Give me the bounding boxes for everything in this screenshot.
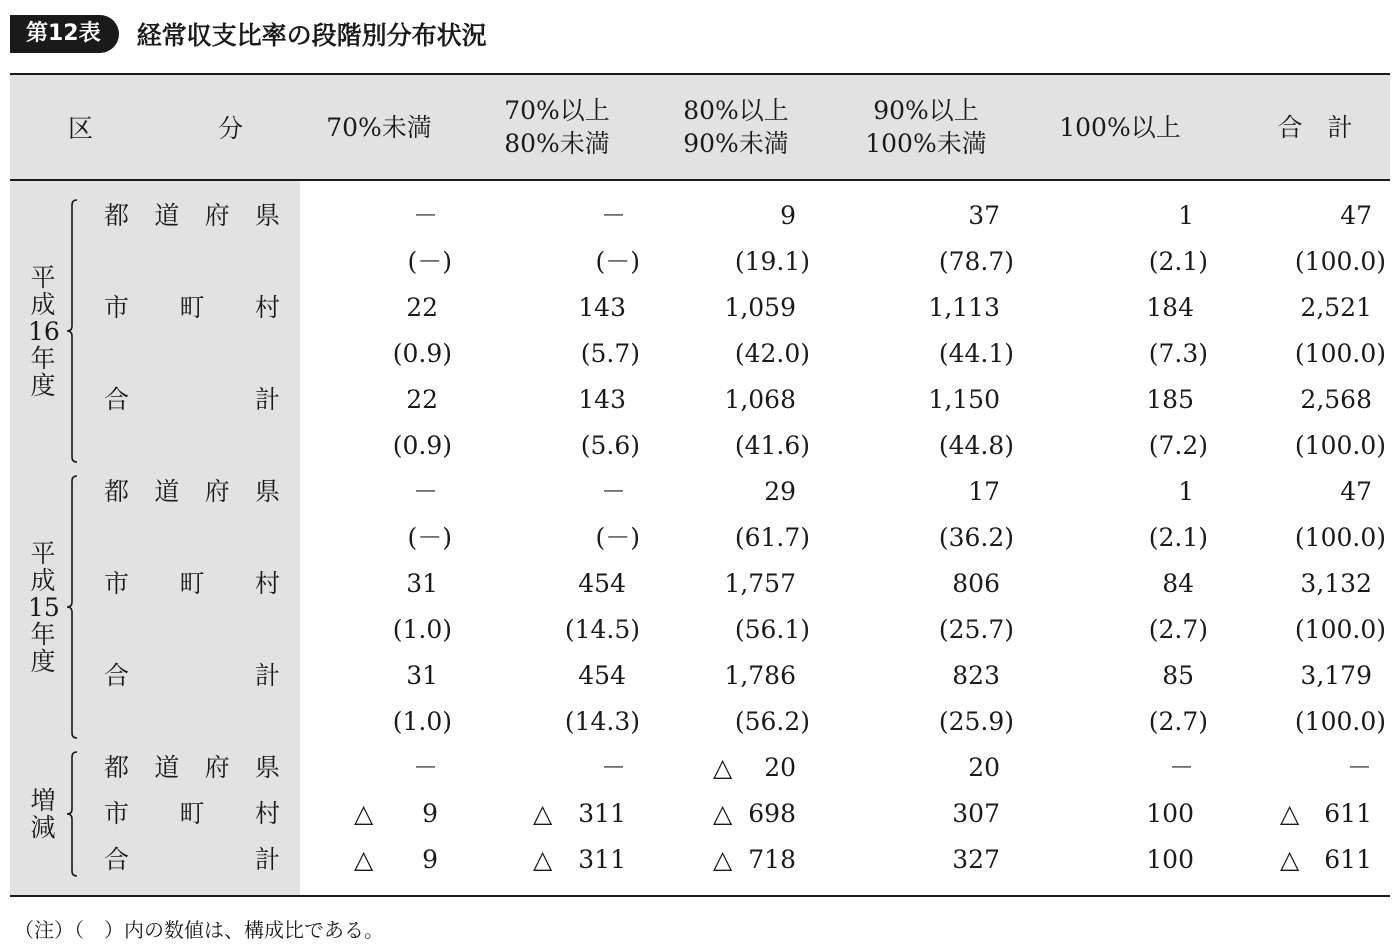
percent-cell: (14.3)	[564, 707, 640, 736]
percent-cell: (100.0)	[1294, 247, 1386, 276]
value-cell: －	[412, 477, 438, 506]
header-rule	[10, 179, 1390, 181]
row-label-char: 町	[179, 799, 205, 828]
group-label-2	[28, 540, 58, 675]
row-label-char: 町	[179, 293, 205, 322]
percent-cell: (36.2)	[938, 523, 1014, 552]
row-label-char: 県	[254, 477, 280, 506]
header-kubun-left: 区	[68, 114, 94, 143]
header-col-line1: 100%以上	[1059, 112, 1181, 142]
value-cell: 85	[1162, 661, 1194, 690]
value-cell: 47	[1340, 201, 1372, 230]
row-label-char: 県	[254, 753, 280, 782]
row-label-char: 村	[254, 799, 280, 828]
group-label-char: 平	[30, 262, 56, 292]
value-cell: 611	[1324, 799, 1372, 828]
group-brace	[65, 199, 79, 463]
group-label-char: 16	[28, 316, 60, 346]
percent-cell: (100.0)	[1294, 339, 1386, 368]
row-label-char: 合	[104, 385, 130, 414]
header-col-6	[1235, 75, 1395, 179]
value-cell: 31	[406, 661, 438, 690]
value-cell: 718	[748, 845, 796, 874]
row-label-char: 府	[204, 477, 230, 506]
row-label-char: 町	[179, 569, 205, 598]
header-col-line1: 70%以上	[504, 96, 610, 125]
value-cell: 307	[952, 799, 1000, 828]
row-label-char: 市	[104, 293, 130, 322]
row-label-char: 合	[104, 845, 130, 874]
percent-cell: (41.6)	[734, 431, 810, 460]
percent-cell: (100.0)	[1294, 431, 1386, 460]
value-cell: 9	[422, 845, 438, 874]
row-label	[104, 569, 280, 599]
percent-cell: (－)	[595, 523, 640, 552]
percent-cell: (－)	[595, 247, 640, 276]
percent-cell: (42.0)	[734, 339, 810, 368]
percent-cell: (1.0)	[392, 615, 452, 644]
row-label-char: 計	[254, 385, 280, 414]
value-cell: 20	[968, 753, 1000, 782]
group-label-char: 15	[28, 592, 60, 622]
value-cell: 311	[578, 799, 626, 828]
percent-cell: (－)	[407, 247, 452, 276]
header-col-line2: 80%未満	[504, 129, 610, 158]
percent-cell: (0.9)	[392, 431, 452, 460]
bottom-rule	[10, 895, 1390, 897]
group-label-char: 平	[30, 538, 56, 568]
value-cell: 823	[952, 661, 1000, 690]
header-col-line1: 80%以上	[683, 96, 789, 125]
percent-cell: (7.2)	[1148, 431, 1208, 460]
row-label-char: 計	[254, 845, 280, 874]
decrease-triangle: △	[533, 799, 553, 828]
row-label	[104, 477, 280, 507]
value-cell: 1	[1178, 201, 1194, 230]
decrease-triangle: △	[354, 799, 374, 828]
value-cell: 454	[578, 661, 626, 690]
value-cell: 1,786	[724, 661, 796, 690]
value-cell: 1,068	[724, 385, 796, 414]
group-label-1	[28, 264, 58, 399]
percent-cell: (2.1)	[1148, 523, 1208, 552]
row-label-char: 都	[104, 477, 130, 506]
row-label-char: 道	[154, 201, 180, 230]
header-col-1	[299, 75, 459, 179]
row-label-char: 県	[254, 201, 280, 230]
value-cell: 143	[578, 385, 626, 414]
value-cell: 611	[1324, 845, 1372, 874]
value-cell: －	[600, 201, 626, 230]
value-cell: 184	[1146, 293, 1194, 322]
group-label-char: 年	[30, 343, 56, 373]
decrease-triangle: △	[713, 753, 733, 782]
row-label-char: 市	[104, 799, 130, 828]
group-label-char: 成	[30, 289, 56, 319]
percent-cell: (7.3)	[1148, 339, 1208, 368]
group-label-3	[28, 787, 58, 841]
header-col-3	[656, 75, 816, 179]
percent-cell: (100.0)	[1294, 523, 1386, 552]
value-cell: 1,757	[724, 569, 796, 598]
decrease-triangle: △	[713, 799, 733, 828]
percent-cell: (78.7)	[938, 247, 1014, 276]
percent-cell: (－)	[407, 523, 452, 552]
distribution-table	[10, 73, 1390, 898]
value-cell: 3,132	[1300, 569, 1372, 598]
value-cell: 9	[780, 201, 796, 230]
value-cell: 1,113	[928, 293, 1000, 322]
row-label	[104, 293, 280, 323]
value-cell: 37	[968, 201, 1000, 230]
value-cell: －	[600, 477, 626, 506]
value-cell: 1	[1178, 477, 1194, 506]
row-label-char: 都	[104, 201, 130, 230]
value-cell: －	[412, 201, 438, 230]
row-label	[104, 661, 280, 691]
value-cell: －	[1168, 753, 1194, 782]
header-col-line2: 90%未満	[683, 129, 789, 158]
value-cell: 31	[406, 569, 438, 598]
value-cell: 185	[1146, 385, 1194, 414]
value-cell: 1,150	[928, 385, 1000, 414]
group-label-char: 年	[30, 619, 56, 649]
percent-cell: (2.1)	[1148, 247, 1208, 276]
percent-cell: (56.1)	[734, 615, 810, 644]
footnote: （注）（ ）内の数値は、構成比である。	[14, 918, 384, 942]
row-label-char: 道	[154, 477, 180, 506]
header-col-2	[477, 75, 637, 179]
group-label-char: 増	[30, 786, 56, 815]
value-cell: 311	[578, 845, 626, 874]
decrease-triangle: △	[1280, 845, 1300, 874]
value-cell: 3,179	[1300, 661, 1372, 690]
value-cell: 17	[968, 477, 1000, 506]
group-brace	[65, 475, 79, 739]
value-cell: 22	[406, 293, 438, 322]
header-kubun-right: 分	[218, 114, 244, 143]
row-label-char: 市	[104, 569, 130, 598]
value-cell: 806	[952, 569, 1000, 598]
value-cell: 2,568	[1300, 385, 1372, 414]
value-cell: 100	[1146, 845, 1194, 874]
header-col-4	[846, 75, 1006, 179]
value-cell: 2,521	[1300, 293, 1372, 322]
value-cell: 84	[1162, 569, 1194, 598]
value-cell: 698	[748, 799, 796, 828]
value-cell: 1,059	[724, 293, 796, 322]
row-label-char: 合	[104, 661, 130, 690]
percent-cell: (2.7)	[1148, 707, 1208, 736]
row-label-char: 計	[254, 661, 280, 690]
row-label	[104, 385, 280, 415]
header-col-line2: 100%未満	[865, 129, 987, 158]
title-row	[10, 14, 487, 54]
percent-cell: (44.8)	[938, 431, 1014, 460]
table-number-badge: 第12表	[10, 15, 119, 53]
percent-cell: (44.1)	[938, 339, 1014, 368]
header-col-line1: 70%未満	[326, 112, 432, 142]
value-cell: 100	[1146, 799, 1194, 828]
decrease-triangle: △	[354, 845, 374, 874]
percent-cell: (5.6)	[580, 431, 640, 460]
percent-cell: (100.0)	[1294, 707, 1386, 736]
value-cell: －	[600, 753, 626, 782]
percent-cell: (61.7)	[734, 523, 810, 552]
value-cell: 29	[764, 477, 796, 506]
row-label-char: 村	[254, 293, 280, 322]
row-label-char: 村	[254, 569, 280, 598]
row-label-char: 府	[204, 201, 230, 230]
row-label	[104, 753, 280, 783]
row-label	[104, 799, 280, 829]
group-label-char: 減	[30, 813, 56, 842]
value-cell: 20	[764, 753, 796, 782]
value-cell: 22	[406, 385, 438, 414]
row-label	[104, 201, 280, 231]
decrease-triangle: △	[1280, 799, 1300, 828]
group-label-char: 度	[30, 370, 56, 400]
table-title: 経常収支比率の段階別分布状況	[136, 21, 487, 50]
value-cell: －	[412, 753, 438, 782]
group-label-char: 度	[30, 646, 56, 676]
percent-cell: (56.2)	[734, 707, 810, 736]
decrease-triangle: △	[713, 845, 733, 874]
value-cell: －	[1346, 753, 1372, 782]
percent-cell: (25.9)	[938, 707, 1014, 736]
value-cell: 327	[952, 845, 1000, 874]
percent-cell: (19.1)	[734, 247, 810, 276]
value-cell: 9	[422, 799, 438, 828]
value-cell: 143	[578, 293, 626, 322]
percent-cell: (1.0)	[392, 707, 452, 736]
percent-cell: (14.5)	[564, 615, 640, 644]
header-col-line1: 合 計	[1277, 112, 1353, 142]
percent-cell: (100.0)	[1294, 615, 1386, 644]
row-label-char: 府	[204, 753, 230, 782]
percent-cell: (2.7)	[1148, 615, 1208, 644]
decrease-triangle: △	[533, 845, 553, 874]
row-label-char: 道	[154, 753, 180, 782]
row-label-char: 都	[104, 753, 130, 782]
value-cell: 47	[1340, 477, 1372, 506]
percent-cell: (25.7)	[938, 615, 1014, 644]
group-brace	[65, 751, 79, 877]
value-cell: 454	[578, 569, 626, 598]
row-label	[104, 845, 280, 875]
percent-cell: (0.9)	[392, 339, 452, 368]
header-col-line1: 90%以上	[873, 96, 979, 125]
header-col-5	[1040, 75, 1200, 179]
group-label-char: 成	[30, 565, 56, 595]
percent-cell: (5.7)	[580, 339, 640, 368]
